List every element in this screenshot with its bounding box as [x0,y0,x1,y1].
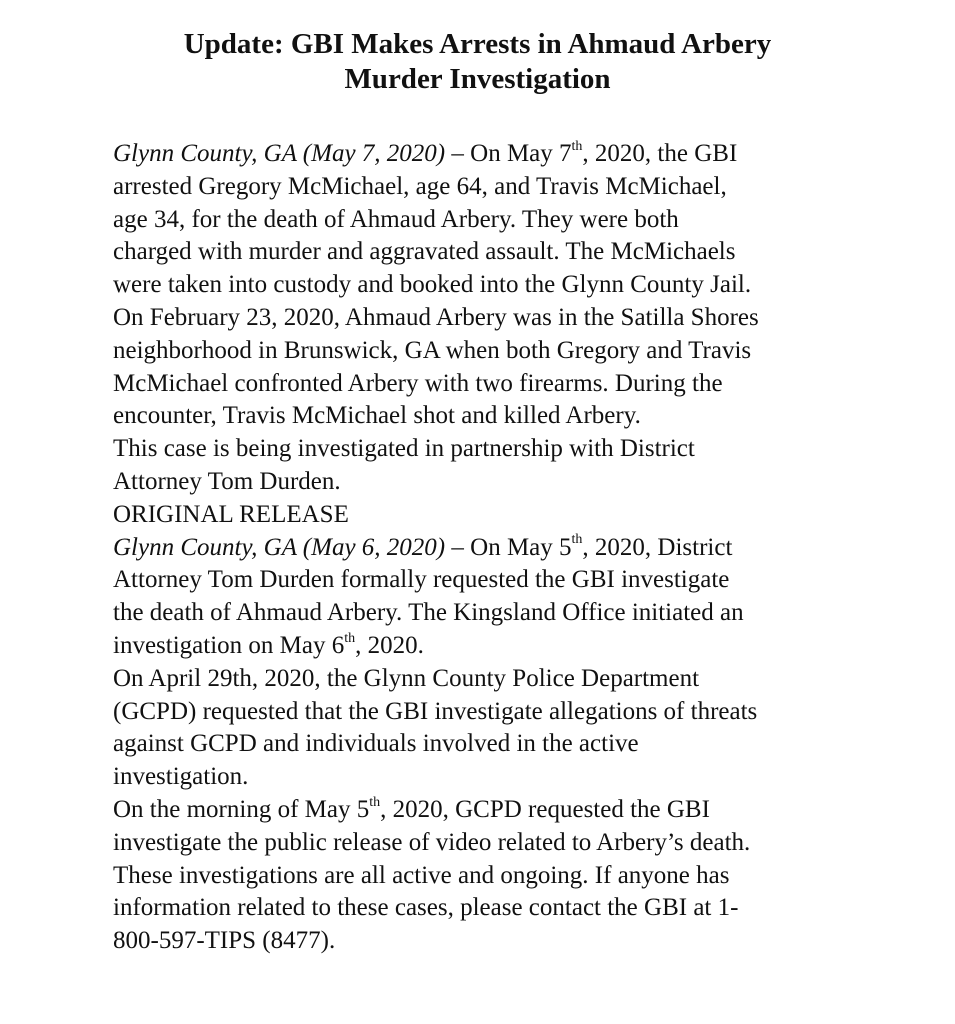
ordinal-suffix: th [571,532,583,548]
text-line: information related to these cases, please contact the GBI at 1- [113,894,739,922]
text-line: This case is being investigated in partnership with District [113,435,695,463]
text-fragment: – On May 7 [445,140,572,167]
text-line: against GCPD and individuals involved in the active [113,730,639,758]
text-line: neighborhood in Brunswick, GA when both Gregory and Travis [113,336,752,364]
title-line: Update: GBI Makes Arrests in Ahmaud Arbery [183,28,772,60]
text-line: charged with murder and aggravated assault. The McMichaels [113,238,736,266]
text-line: were taken into custody and booked into the Glynn County Jail. [113,271,752,299]
text-fragment: , 2020, the GBI [582,140,738,167]
text-line: the death of Ahmaud Arbery. The Kingsland Office initiated an [113,599,744,627]
text-line [113,532,913,565]
section-heading: ORIGINAL RELEASE [113,500,349,528]
text-line: investigation. [113,763,249,791]
text-line: arrested Gregory McMichael, age 64, and Travis McMichael, [113,172,727,200]
text-fragment: , 2020, District [582,533,733,561]
text-line: On April 29th, 2020, the Glynn County Police Department [113,664,700,692]
text-fragment: investigation on May 6 [113,631,345,659]
text-fragment: – On May 5 [445,533,572,561]
text-line: These investigations are all active and ongoing. If anyone has [113,861,730,889]
text-line: investigate the public release of video related to Arbery’s death. [113,828,751,856]
text-line: Attorney Tom Durden. [113,467,341,495]
text-line [113,630,913,663]
page-title [0,27,955,97]
ordinal-suffix: th [369,794,381,810]
text-fragment: , 2020, GCPD requested the GBI [380,795,710,823]
text-line: age 34, for the death of Ahmaud Arbery. They were both [113,205,679,233]
dateline: Glynn County, GA (May 7, 2020) [113,140,446,167]
text-fragment: , 2020. [355,631,424,659]
text-line: Attorney Tom Durden formally requested the GBI investigate [113,566,730,594]
text-line: encounter, Travis McMichael shot and killed Arbery. [113,402,641,430]
text-line: On February 23, 2020, Ahmaud Arbery was in the Satilla Shores [113,303,759,331]
text-line: (GCPD) requested that the GBI investigate allegations of threats [113,697,758,725]
dateline: Glynn County, GA (May 6, 2020) [113,533,446,561]
text-line [113,138,913,171]
text-line: 800-597-TIPS (8477). [113,927,336,955]
release-body [113,138,913,958]
ordinal-suffix: th [344,630,356,646]
text-line [113,794,913,827]
title-line: Murder Investigation [344,63,611,95]
text-fragment: On the morning of May 5 [113,795,370,823]
ordinal-suffix: th [571,138,583,154]
text-line: McMichael confronted Arbery with two firearms. During the [113,369,723,397]
